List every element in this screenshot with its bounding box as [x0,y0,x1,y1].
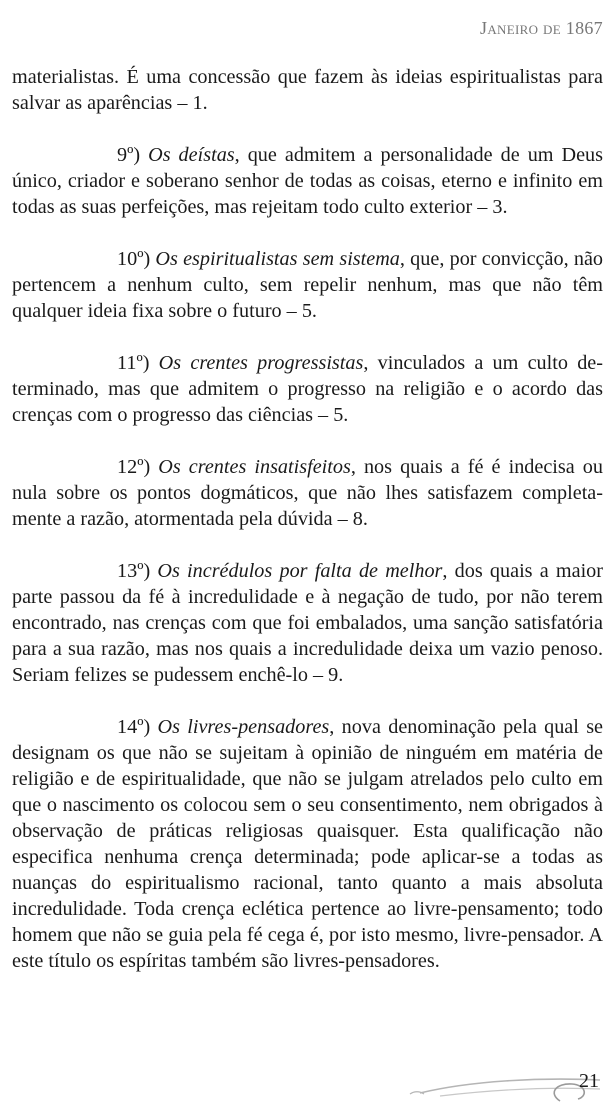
paragraph-item-9 [12,142,603,220]
item-term: Os crentes progressistas [158,352,364,374]
item-number: 10º) [117,248,151,270]
item-number: 13º) [117,560,151,582]
running-header: Janeiro de 1867 [480,18,603,38]
item-term: Os incrédulos por falta de melhor [157,560,443,582]
item-term: Os espiritualistas sem sistema [155,248,400,270]
paragraph-text: materialistas. É uma concessão que fazem às ideias espiritualistas para salvar as aparências – 1. [12,66,603,114]
item-text: , que admitem a personalidade de um Deus único, criador e soberano senhor de todas as coisas, eterno e infinito em todas as suas perfeições, mas rejeitam todo culto exterior – 3. [12,144,603,218]
item-text: , que, por convicção, não pertencem a nenhum culto, sem repelir nenhum, mas que não têm qualquer ideia fixa sobre o futuro – 5. [12,248,603,322]
item-text: , vinculados a um culto determinado, mas que admitem o progresso na religião e o acordo das crenças com o progresso das ciências – 5. [12,352,604,426]
page-footer [0,1063,611,1103]
item-text: , nova denominação pela qual se designam os que não se sujeitam à opinião de ninguém em matéria de religião e de espiritualidade, que não se julgam atrelados pelo culto em que o nascimento os colocou sem o seu consentimento, nem obrigados à observação de práticas religiosas quaisquer. Esta qualificação não especifica nenhuma crença determinada; pode aplicar-se a todas as nuanças do espiritualismo racional, tanto quanto a mais absoluta incredulidade. Toda crença eclética pertence ao livre-pensamento; todo homem que não se guia pela fé cega é, por isto mesmo, livre-pensador. A este título os espíritas também são livres-pensadores. [12,716,604,972]
item-term: Os crentes insatisfeitos [158,456,351,478]
paragraph-item-14 [12,714,603,974]
item-number: 14º) [117,716,151,738]
paragraph-item-12 [12,454,603,532]
item-term: Os livres-pensadores [157,716,330,738]
item-number: 12º) [117,456,151,478]
item-number: 9º) [117,144,141,166]
page-number: 21 [579,1070,599,1092]
item-term: Os deístas [148,144,235,166]
item-text: , dos quais a maior parte passou da fé à incredulidade e à negação de tudo, por não terem encontrado, nas crenças com que foi embalados, uma sanção satisfatória para a sua razão, mas nos quais a incredulidade deixa um vazio penoso. Seriam felizes se pudessem enchê-lo – 9. [12,560,603,686]
item-text: , nos quais a fé é indecisa ou nula sobre os pontos dogmáticos, que não lhes satisfazem completamente a razão, atormentada pela dúvida – 8. [12,456,603,530]
paragraph-item-13 [12,558,603,688]
paragraph-continuation [12,64,603,116]
item-number: 11º) [117,352,150,374]
body-text [12,64,603,1000]
paragraph-item-10 [12,246,603,324]
paragraph-item-11 [12,350,603,428]
swirl-ornament-icon [0,1063,611,1103]
